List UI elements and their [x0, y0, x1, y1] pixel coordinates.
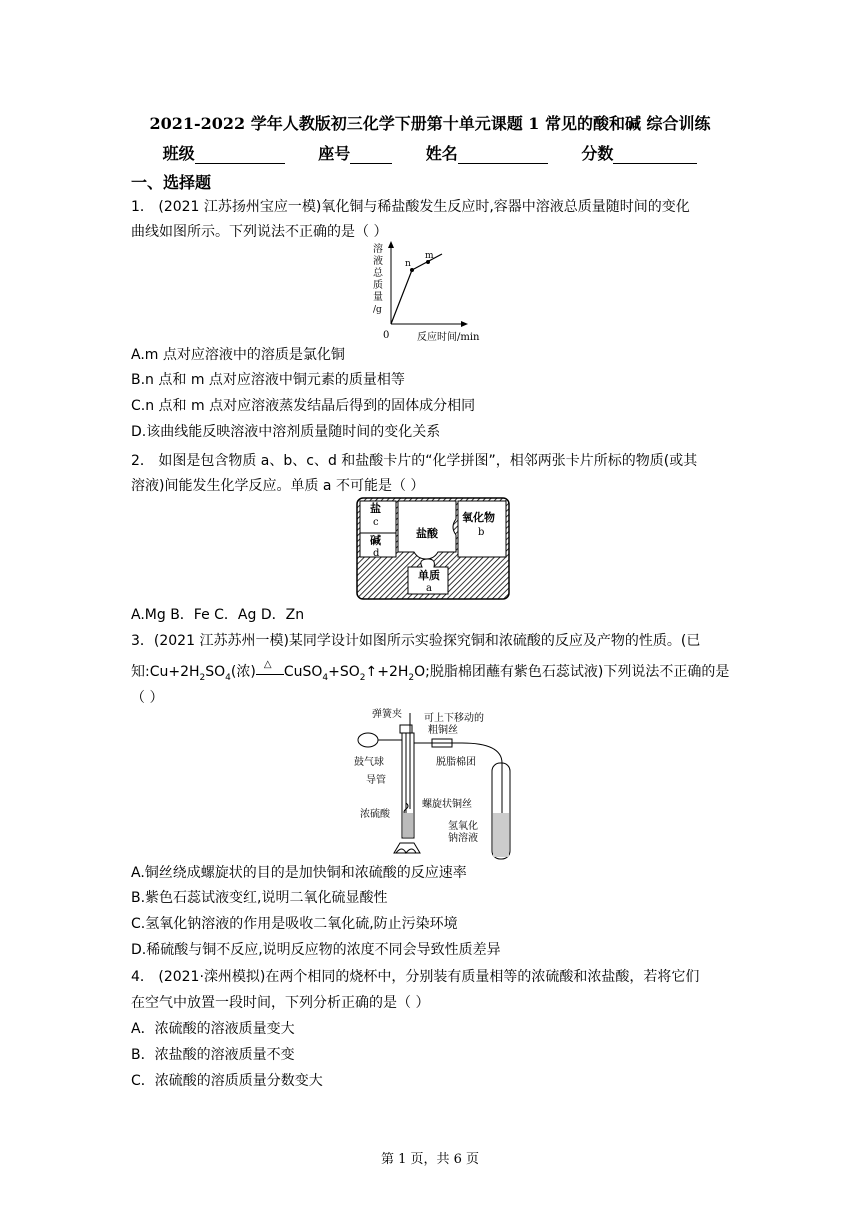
svg-text:b: b: [478, 527, 485, 538]
q3-label-acid: 浓硫酸: [360, 809, 390, 820]
q4-option-a: A．浓硫酸的溶液质量变大: [131, 1021, 295, 1037]
q1-option-d: D.该曲线能反映溶液中溶剂质量随时间的变化关系: [131, 424, 441, 440]
q2-card-acid: 盐酸: [416, 527, 438, 540]
q1-line1: 1． (2021 江苏扬州宝应一模)氧化铜与稀盐酸发生反应时,容器中溶液总质量随时间的变化: [131, 199, 690, 215]
page-footer: 第 1 页，共 6 页: [380, 1152, 480, 1167]
svg-text:质: 质: [373, 280, 383, 291]
svg-text:c: c: [373, 517, 379, 528]
svg-text:d: d: [373, 548, 380, 559]
q1-origin: 0: [383, 330, 390, 341]
q3-label-movable: 可上下移动的: [424, 713, 484, 724]
q3-option-b: B.紫色石蕊试液变红,说明二氧化硫显酸性: [131, 890, 388, 906]
q2-puzzle-figure: [356, 497, 510, 600]
q2-options: A.Mg B．Fe C．Ag D．Zn: [131, 607, 305, 623]
q2-card-salt: 盐: [370, 502, 381, 515]
q2-card-base: 碱: [370, 534, 381, 547]
q1-point-n: n: [405, 259, 411, 269]
q3-apparatus-figure: [352, 703, 522, 865]
q1-xlabel: 反应时间/min: [417, 332, 480, 343]
q1-option-a: A.m 点对应溶液中的溶质是氯化铜: [131, 347, 345, 363]
svg-text:钠溶液: 钠溶液: [448, 833, 478, 844]
q1-ylabel-1: 溶: [373, 244, 383, 255]
q3-label-cotton: 脱脂棉团: [436, 757, 476, 768]
q2-card-oxide: 氧化物: [462, 511, 495, 524]
section-heading: 一、选择题: [131, 173, 212, 192]
q3-label-tube: 导管: [366, 775, 386, 786]
q1-line2: 曲线如图所示。下列说法不正确的是（ ）: [131, 224, 388, 240]
q3-option-a: A.铜丝绕成螺旋状的目的是加快铜和浓硫酸的反应速率: [131, 865, 467, 881]
q2-line1: 2． 如图是包含物质 a、b、c、d 和盐酸卡片的“化学拼图”，相邻两张卡片所标的物质(或其: [131, 453, 698, 469]
name-blank: [458, 147, 548, 164]
seat-label: 座号: [318, 144, 351, 163]
q3-label-naoh: 氢氧化: [448, 821, 478, 832]
svg-text:粗铜丝: 粗铜丝: [428, 725, 458, 736]
svg-text:液: 液: [373, 256, 383, 267]
q1-option-b: B.n 点和 m 点对应溶液中铜元素的质量相等: [131, 372, 405, 388]
q2-card-element: 单质: [418, 569, 440, 582]
class-label: 班级: [162, 144, 195, 163]
q3-line1: 3．(2021 江苏苏州一模)某同学设计如图所示实验探究铜和浓硫酸的反应及产物的性质。(已: [131, 633, 701, 649]
q1-point-m: m: [425, 251, 434, 261]
class-blank: [195, 147, 285, 164]
q2-line2: 溶液)间能发生化学反应。单质 a 不可能是（ ）: [131, 478, 425, 494]
q4-line2: 在空气中放置一段时间，下列分析正确的是（ ）: [131, 995, 430, 1011]
svg-text:a: a: [426, 583, 432, 594]
q3-label-clamp: 弹簧夹: [372, 709, 402, 720]
svg-text:/g: /g: [373, 305, 382, 315]
q3-line2: 知$:Cu+2H_2SO_4$(浓) △ $CuSO_4+SO_2↑+2H_2O$;脱脂棉团蘸有紫色石蕊试液)下列说法不正确的是: [131, 659, 730, 683]
svg-text:总: 总: [373, 268, 383, 279]
seat-blank: [350, 147, 392, 164]
q3-option-d: D.稀硫酸与铜不反应,说明反应物的浓度不同会导致性质差异: [131, 942, 501, 958]
q3-label-spiral: 螺旋状铜丝: [422, 799, 472, 810]
score-blank: [613, 147, 697, 164]
document-title: 2021-2022 学年人教版初三化学下册第十单元课题 1 常见的酸和碱 综合训练: [149, 114, 711, 133]
heat-condition-arrow: △: [256, 666, 284, 678]
score-label: 分数: [581, 144, 614, 163]
q4-option-b: B．浓盐酸的溶液质量不变: [131, 1047, 295, 1063]
q1-option-c: C.n 点和 m 点对应溶液蒸发结晶后得到的固体成分相同: [131, 398, 476, 414]
q3-line3: （ ）: [131, 690, 164, 706]
q1-mass-time-graph: [355, 240, 495, 344]
q4-option-c: C．浓硫酸的溶质质量分数变大: [131, 1073, 323, 1089]
name-label: 姓名: [425, 144, 458, 163]
q1-curve: [391, 254, 442, 324]
q3-option-c: C.氢氧化钠溶液的作用是吸收二氧化硫,防止污染环境: [131, 916, 458, 932]
q3-label-bulb: 鼓气球: [354, 757, 384, 768]
svg-text:量: 量: [373, 292, 383, 303]
student-info-row: [0, 141, 860, 164]
q4-line1: 4． (2021·滦州模拟)在两个相同的烧杯中，分别装有质量相等的浓硫酸和浓盐酸，若将它们: [131, 969, 700, 985]
